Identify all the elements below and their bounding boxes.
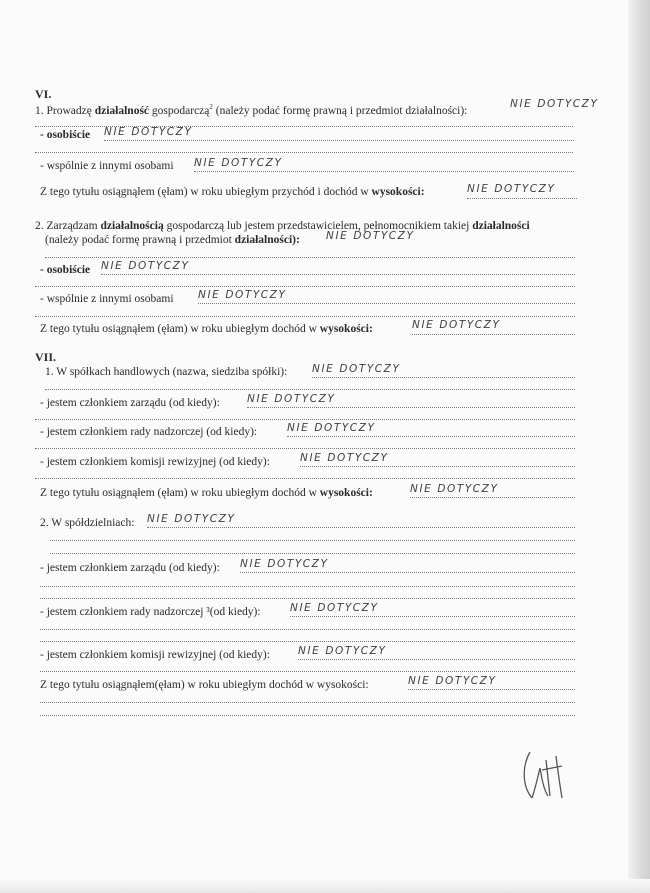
- dotted-line: [290, 616, 575, 617]
- dotted-line: [240, 572, 575, 573]
- vi-osobiscie2-label: - osobiście: [40, 264, 91, 276]
- dotted-line: [101, 274, 575, 275]
- dotted-line: [35, 286, 575, 287]
- vii-komisja-label: - jestem członkiem komisji rewizyjnej (od kiedy):: [40, 456, 270, 468]
- dotted-line: [467, 198, 577, 199]
- dotted-line: [408, 689, 575, 690]
- scan-edge-shadow: [628, 0, 650, 893]
- dotted-line: [40, 586, 575, 587]
- dotted-line: [40, 598, 575, 599]
- vii-zarzad2-label: - jestem członkiem zarządu (od kiedy):: [40, 562, 220, 574]
- vii-income2-answer: NIE DOTYCZY: [408, 675, 497, 687]
- dotted-line: [50, 540, 575, 541]
- vii-zarzad-answer: NIE DOTYCZY: [247, 393, 336, 405]
- dotted-line: [287, 436, 575, 437]
- vi-osobiscie-answer: NIE DOTYCZY: [104, 126, 193, 138]
- dotted-line: [247, 407, 575, 408]
- section-vii-heading: VII.: [35, 350, 57, 364]
- dotted-line: [104, 140, 574, 141]
- scan-bottom-edge: [0, 879, 650, 893]
- vii-zarzad2-answer: NIE DOTYCZY: [240, 558, 329, 570]
- dotted-line: [40, 641, 575, 642]
- vii-komisja2-answer: NIE DOTYCZY: [298, 645, 387, 657]
- vii-q2-label: 2. W spółdzielniach:: [40, 517, 135, 529]
- dotted-line: [40, 629, 575, 630]
- dotted-line: [35, 419, 575, 420]
- dotted-line: [45, 389, 575, 390]
- vi-q2-line2: (należy podać formę prawną i przedmiot działalności):: [45, 234, 300, 246]
- dotted-line: [35, 448, 575, 449]
- dotted-line: [35, 316, 575, 317]
- dotted-line: [147, 527, 575, 528]
- dotted-line: [412, 334, 575, 335]
- vii-rada2-answer: NIE DOTYCZY: [290, 602, 379, 614]
- dotted-line: [410, 497, 575, 498]
- vi-income2-answer: NIE DOTYCZY: [412, 319, 501, 331]
- vii-komisja-answer: NIE DOTYCZY: [300, 452, 389, 464]
- vi-q1-answer: NIE DOTYCZY: [510, 98, 599, 110]
- dotted-line: [194, 171, 574, 172]
- vi-income2-text: Z tego tytułu osiągnąłem (ęłam) w roku ubiegłym dochód w wysokości:: [40, 323, 373, 335]
- vi-wspolnie2-answer: NIE DOTYCZY: [198, 289, 287, 301]
- dotted-line: [40, 671, 575, 672]
- vi-wspolnie2-label: - wspólnie z innymi osobami: [40, 293, 174, 305]
- vi-q1-text: 1. Prowadzę działalność gospodarczą$^2$ (należy podać formę prawną i przedmiot działalności):: [35, 103, 468, 117]
- vii-q1-label: 1. W spółkach handlowych (nazwa, siedziba spółki):: [45, 366, 288, 378]
- vi-q2-answer: NIE DOTYCZY: [326, 230, 415, 242]
- vii-income-answer: NIE DOTYCZY: [410, 483, 499, 495]
- section-vi-heading: VI.: [35, 87, 52, 101]
- vii-q1-answer: NIE DOTYCZY: [312, 363, 401, 375]
- dotted-line: [40, 715, 575, 716]
- dotted-line: [312, 377, 575, 378]
- vii-rada2-label: - jestem członkiem rady nadzorczej ³(od kiedy):: [40, 606, 261, 618]
- dotted-line: [50, 553, 575, 554]
- vi-wspolnie-label: - wspólnie z innymi osobami: [40, 160, 174, 172]
- dotted-line: [198, 303, 575, 304]
- vii-income2-label: Z tego tytułu osiągnąłem(ęłam) w roku ubiegłym dochód w wysokości:: [40, 679, 369, 691]
- vii-komisja2-label: - jestem członkiem komisji rewizyjnej (od kiedy):: [40, 649, 270, 661]
- dotted-line: [300, 466, 575, 467]
- vi-q2-line1: 2. Zarządzam działalnością gospodarczą lub jestem przedstawicielem, pełnomocnikiem takiej działalności: [35, 220, 530, 232]
- dotted-line: [35, 152, 573, 153]
- vii-income-text: Z tego tytułu osiągnąłem (ęłam) w roku ubiegłym dochód w wysokości:: [40, 487, 373, 499]
- vii-zarzad-label: - jestem członkiem zarządu (od kiedy):: [40, 397, 220, 409]
- dotted-line: [40, 702, 575, 703]
- vi-wspolnie-answer: NIE DOTYCZY: [194, 157, 283, 169]
- signature-mark: [516, 746, 576, 806]
- vii-q2-answer: NIE DOTYCZY: [147, 513, 236, 525]
- vi-income-answer: NIE DOTYCZY: [467, 183, 556, 195]
- vi-osobiscie2-answer: NIE DOTYCZY: [101, 260, 190, 272]
- dotted-line: [298, 659, 575, 660]
- vi-osobiscie-label: - osobiście: [40, 129, 91, 141]
- dotted-line: [45, 257, 575, 258]
- vii-rada-answer: NIE DOTYCZY: [287, 422, 376, 434]
- vi-income-text: Z tego tytułu osiągnąłem (ęłam) w roku ubiegłym przychód i dochód w wysokości:: [40, 186, 425, 198]
- dotted-line: [35, 478, 575, 479]
- vii-rada-label: - jestem członkiem rady nadzorczej (od kiedy):: [40, 426, 258, 438]
